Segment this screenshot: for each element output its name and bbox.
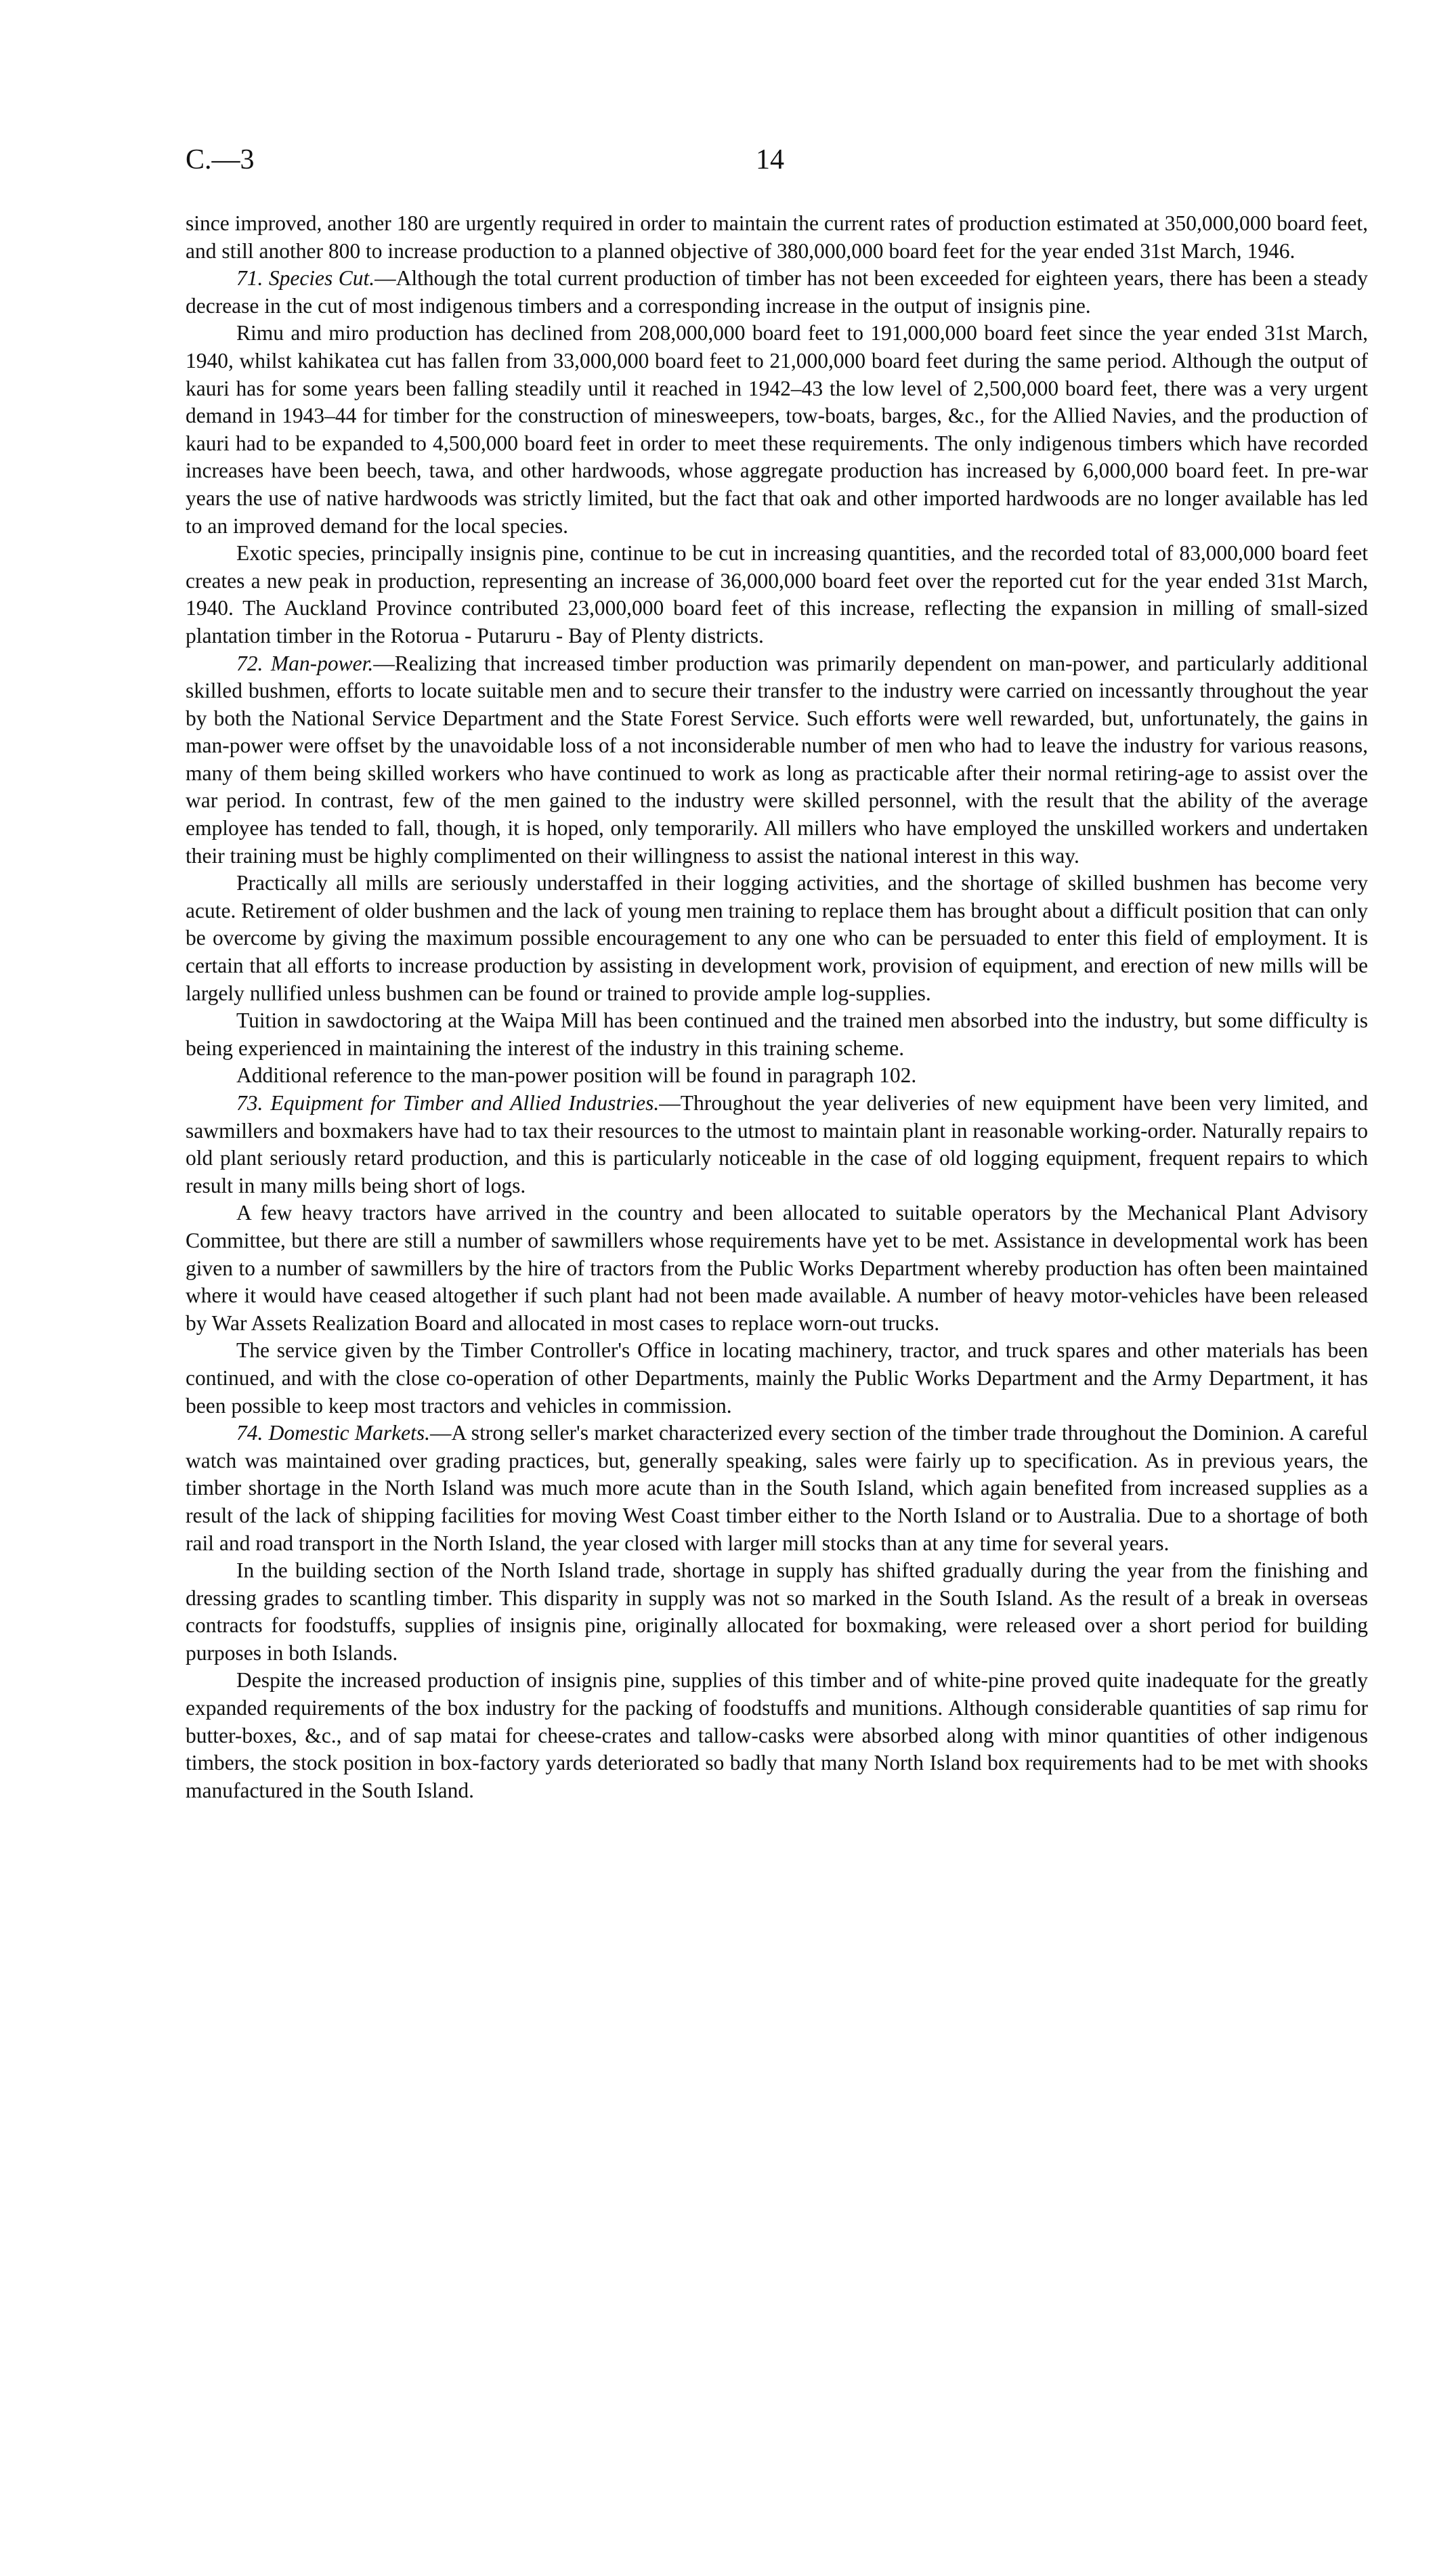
paragraph-text: Tuition in sawdoctoring at the Waipa Mill has been continued and the trained men absorbed into the industry, but some difficulty is being experienced in maintaining the interest of the industry in this training scheme. (186, 1008, 1368, 1060)
paragraph (186, 1062, 1368, 1090)
paragraph-heading: 74. Domestic Markets. (236, 1421, 430, 1445)
paragraph (186, 320, 1368, 540)
page-header (186, 135, 1368, 210)
body-text (186, 210, 1368, 1804)
paragraph-text: —Realizing that increased timber production was primarily dependent on man-power, and particularly additional skilled bushmen, efforts to locate suitable men and to secure their transfer to the industry were carried on incessantly throughout the year by both the National Service Department and the State Forest Service. Such efforts were well rewarded, but, unfortunately, the gains in man-power were offset by the unavoidable loss of a not inconsiderable number of men who had to leave the industry for various reasons, many of them being skilled workers who have continued to work as long as practicable after their normal retiring-age to assist over the war period. In contrast, few of the men gained to the industry were skilled personnel, with the result that the ability of the average employee has tended to fall, though, it is hoped, only temporarily. All millers who have employed the unskilled workers and undertaken their training must be highly complimented on their willingness to assist the national interest in this way. (186, 651, 1368, 868)
paragraph (186, 1557, 1368, 1667)
paragraph (186, 650, 1368, 870)
paragraph-text: —A strong seller's market characterized every section of the timber trade throughout the Dominion. A careful watch was maintained over grading practices, but, generally speaking, sales were fairly up to specification. As in previous years, the timber shortage in the North Island was much more acute than in the South Island, which again benefited from increased supplies as a result of the lack of shipping facilities for moving West Coast timber either to the North Island or to Australia. Due to a shortage of both rail and road transport in the North Island, the year closed with larger mill stocks than at any time for several years. (186, 1421, 1368, 1555)
paragraph-heading: 73. Equipment for Timber and Allied Industries. (236, 1091, 660, 1115)
paragraph-text: In the building section of the North Island trade, shortage in supply has shifted gradually during the year from the finishing and dressing grades to scantling timber. This disparity in supply was not so marked in the South Island. As the result of a break in overseas contracts for foodstuffs, supplies of insignis pine, originally allocated for boxmaking, were released over a short period for building purposes in both Islands. (186, 1558, 1368, 1665)
document-reference: C.—3 (186, 144, 255, 175)
paragraph-text: Rimu and miro production has declined from 208,000,000 board feet to 191,000,000 board feet since the year ended 31st March, 1940, whilst kahikatea cut has fallen from 33,000,000 board feet to 21,000,000 board feet during the same period. Although the output of kauri has for some years been falling steadily until it reached in 1942–43 the low level of 2,500,000 board feet, there was a very urgent demand in 1943–44 for timber for the construction of minesweepers, tow-boats, barges, &c., for the Allied Navies, and the production of kauri had to be expanded to 4,500,000 board feet in order to meet these requirements. The only indigenous timbers which have recorded increases have been beech, tawa, and other hardwoods, whose aggregate production has increased by 6,000,000 board feet. In pre-war years the use of native hardwoods was strictly limited, but the fact that oak and other imported hardwoods are no longer available has led to an improved demand for the local species. (186, 321, 1368, 538)
paragraph (186, 1007, 1368, 1062)
paragraph-text: Exotic species, principally insignis pine, continue to be cut in increasing quantities, and the recorded total of 83,000,000 board feet creates a new peak in production, representing an increase of 36,000,000 board feet over the reported cut for the year ended 31st March, 1940. The Auckland Province contributed 23,000,000 board feet of this increase, reflecting the expansion in milling of small-sized plantation timber in the Rotorua - Putaruru - Bay of Plenty districts. (186, 541, 1368, 647)
paragraph-text: Practically all mills are seriously understaffed in their logging activities, and the shortage of skilled bushmen has become very acute. Retirement of older bushmen and the lack of young men training to replace them has brought about a difficult position that can only be overcome by giving the maximum possible encouragement to any one who can be persuaded to enter this field of employment. It is certain that all efforts to increase production by assisting in development work, provision of equipment, and erection of new mills will be largely nullified unless bushmen can be found or trained to provide ample log-supplies. (186, 871, 1368, 1005)
paragraph (186, 1199, 1368, 1337)
paragraph-text: —Throughout the year deliveries of new equipment have been very limited, and sawmillers and boxmakers have had to tax their resources to the utmost to maintain plant in reasonable working-order. Naturally repairs to old plant seriously retard production, and this is particularly noticeable in the case of old logging equipment, frequent repairs to which result in many mills being short of logs. (186, 1091, 1368, 1197)
paragraph-heading: 71. Species Cut. (236, 266, 375, 291)
paragraph-text: The service given by the Timber Controller's Office in locating machinery, tractor, and truck spares and other materials has been continued, and with the close co-operation of other Departments, mainly the Public Works Department and the Army Department, it has been possible to keep most tractors and vehicles in commission. (186, 1338, 1368, 1418)
paragraph (186, 1420, 1368, 1557)
page-number: 14 (756, 144, 784, 175)
paragraph (186, 870, 1368, 1007)
paragraph (186, 1667, 1368, 1804)
paragraph-heading: 72. Man-power. (236, 651, 374, 675)
paragraph-text: since improved, another 180 are urgently required in order to maintain the current rates of production estimated at 350,000,000 board feet, and still another 800 to increase production to a planned objective of 380,000,000 board feet for the year ended 31st March, 1946. (186, 211, 1368, 263)
paragraph-text: —Although the total current production of timber has not been exceeded for eighteen years, there has been a steady decrease in the cut of most indigenous timbers and a corresponding increase in the output of insignis pine. (186, 266, 1368, 318)
paragraph (186, 1337, 1368, 1420)
paragraph-text: A few heavy tractors have arrived in the country and been allocated to suitable operators by the Mechanical Plant Advisory Committee, but there are still a number of sawmillers whose requirements have yet to be met. Assistance in developmental work has been given to a number of sawmillers by the hire of tractors from the Public Works Department whereby production has often been maintained where it would have ceased altogether if such plant had not been made available. A number of heavy motor-vehicles have been released by War Assets Realization Board and allocated in most cases to replace worn-out trucks. (186, 1201, 1368, 1335)
paragraph (186, 540, 1368, 650)
paragraph-text: Despite the increased production of insignis pine, supplies of this timber and of white-pine proved quite inadequate for the greatly expanded requirements of the box industry for the packing of foodstuffs and munitions. Although considerable quantities of sap rimu for butter-boxes, &c., and of sap matai for cheese-crates and tallow-casks were absorbed along with minor quantities of other indigenous timbers, the stock position in box-factory yards deteriorated so badly that many North Island box requirements had to be met with shooks manufactured in the South Island. (186, 1668, 1368, 1802)
paragraph (186, 1090, 1368, 1199)
paragraph (186, 210, 1368, 265)
paragraph (186, 265, 1368, 320)
paragraph-text: Additional reference to the man-power position will be found in paragraph 102. (236, 1063, 917, 1088)
